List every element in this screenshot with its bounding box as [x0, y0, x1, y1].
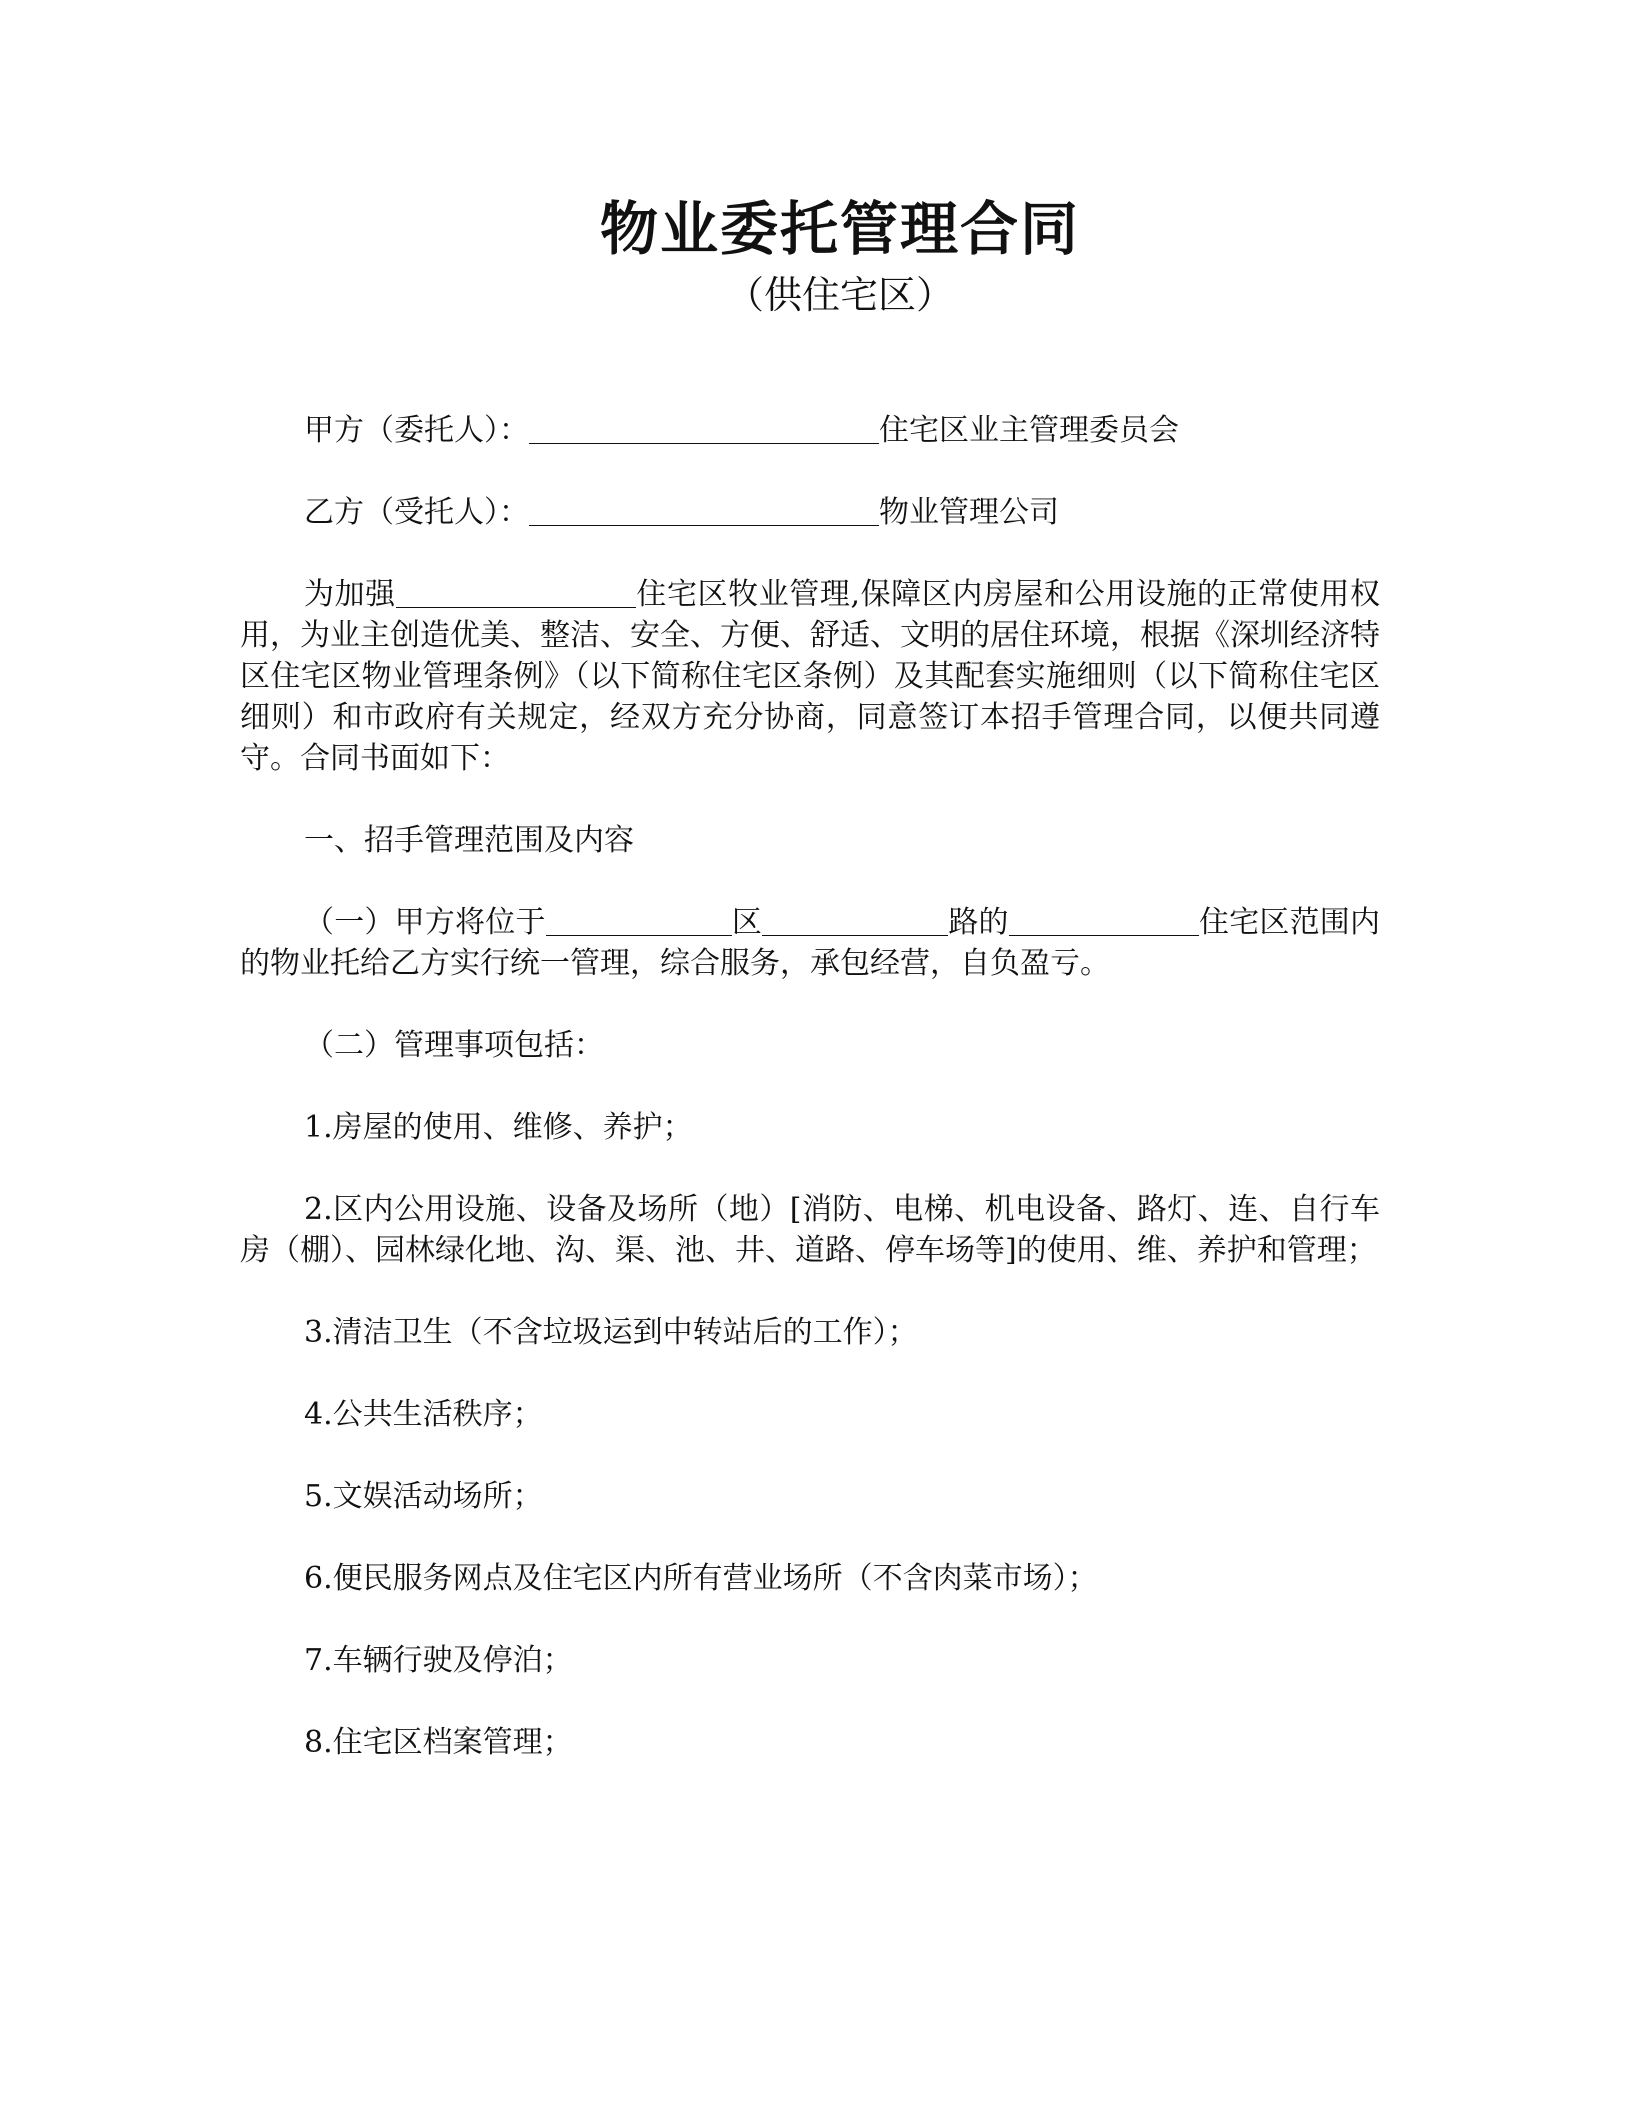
- list-item-3: 3.清洁卫生（不含垃圾运到中转站后的工作）；: [304, 1315, 918, 1350]
- party-a-suffix: 住宅区业主管理委员会: [879, 413, 1179, 448]
- document-subtitle: （供住宅区）: [725, 273, 954, 317]
- list-item-2: 2.区内公用设施、设备及场所（地）[消防、电梯、机电设备、路灯、连、自行车房（棚）、园林绿化地、沟、渠、池、井、道路、停车场等]的使用、维、养护和管理；: [240, 1192, 1380, 1268]
- clause-2-heading: （二）管理事项包括：: [304, 1028, 604, 1063]
- list-item-5: 5.文娱活动场所；: [304, 1479, 543, 1514]
- section-heading: 一、招手管理范围及内容: [304, 823, 634, 858]
- document-body: [240, 190, 1380, 1763]
- party-a-line: [240, 410, 1380, 451]
- list-item-7: 7.车辆行驶及停泊；: [304, 1643, 573, 1678]
- list-item-8: 8.住宅区档案管理；: [304, 1725, 573, 1760]
- preamble-lead: 为加强: [304, 577, 396, 612]
- party-b-blank[interactable]: [529, 495, 879, 526]
- district-blank[interactable]: [546, 905, 732, 936]
- list-item-1: 1.房屋的使用、维修、养护；: [304, 1110, 693, 1145]
- document-title: 物业委托管理合同: [599, 195, 1080, 263]
- clause-1-paragraph: [240, 902, 1380, 984]
- party-b-suffix: 物业管理公司: [879, 495, 1059, 530]
- clause-1-text-4: 住宅区范围内的物业托给乙方实行统一管理，综合服务，承包经营，自负盈亏。: [240, 905, 1381, 981]
- party-b-label: 乙方（受托人）：: [304, 495, 529, 530]
- clause-1-text-3: 路的: [948, 905, 1009, 940]
- preamble-text: 住宅区牧业管理,保障区内房屋和公用设施的正常使用权用，为业主创造优美、整洁、安全、方便、舒适、文明的居住环境，根据《深圳经济特区住宅区物业管理条例》（以下简称住宅区条例）及其配套实施细则（以下简称住宅区细则）和市政府有关规定，经双方充分协商，同意签订本招手管理合同，以便共同遵守。合同书面如下：: [240, 577, 1380, 776]
- residential-area-blank[interactable]: [396, 577, 636, 608]
- clause-1-text-1: （一）甲方将位于: [304, 905, 546, 940]
- party-a-label: 甲方（委托人）：: [304, 413, 529, 448]
- party-b-line: [240, 492, 1380, 533]
- clause-1-text-2: 区: [731, 905, 763, 940]
- list-item-4: 4.公共生活秩序；: [304, 1397, 543, 1432]
- list-item-6: 6.便民服务网点及住宅区内所有营业场所（不含肉菜市场）；: [304, 1561, 1098, 1596]
- party-a-blank[interactable]: [529, 413, 879, 444]
- preamble-paragraph: [240, 574, 1380, 779]
- estate-name-blank[interactable]: [1009, 905, 1199, 936]
- road-blank[interactable]: [762, 905, 948, 936]
